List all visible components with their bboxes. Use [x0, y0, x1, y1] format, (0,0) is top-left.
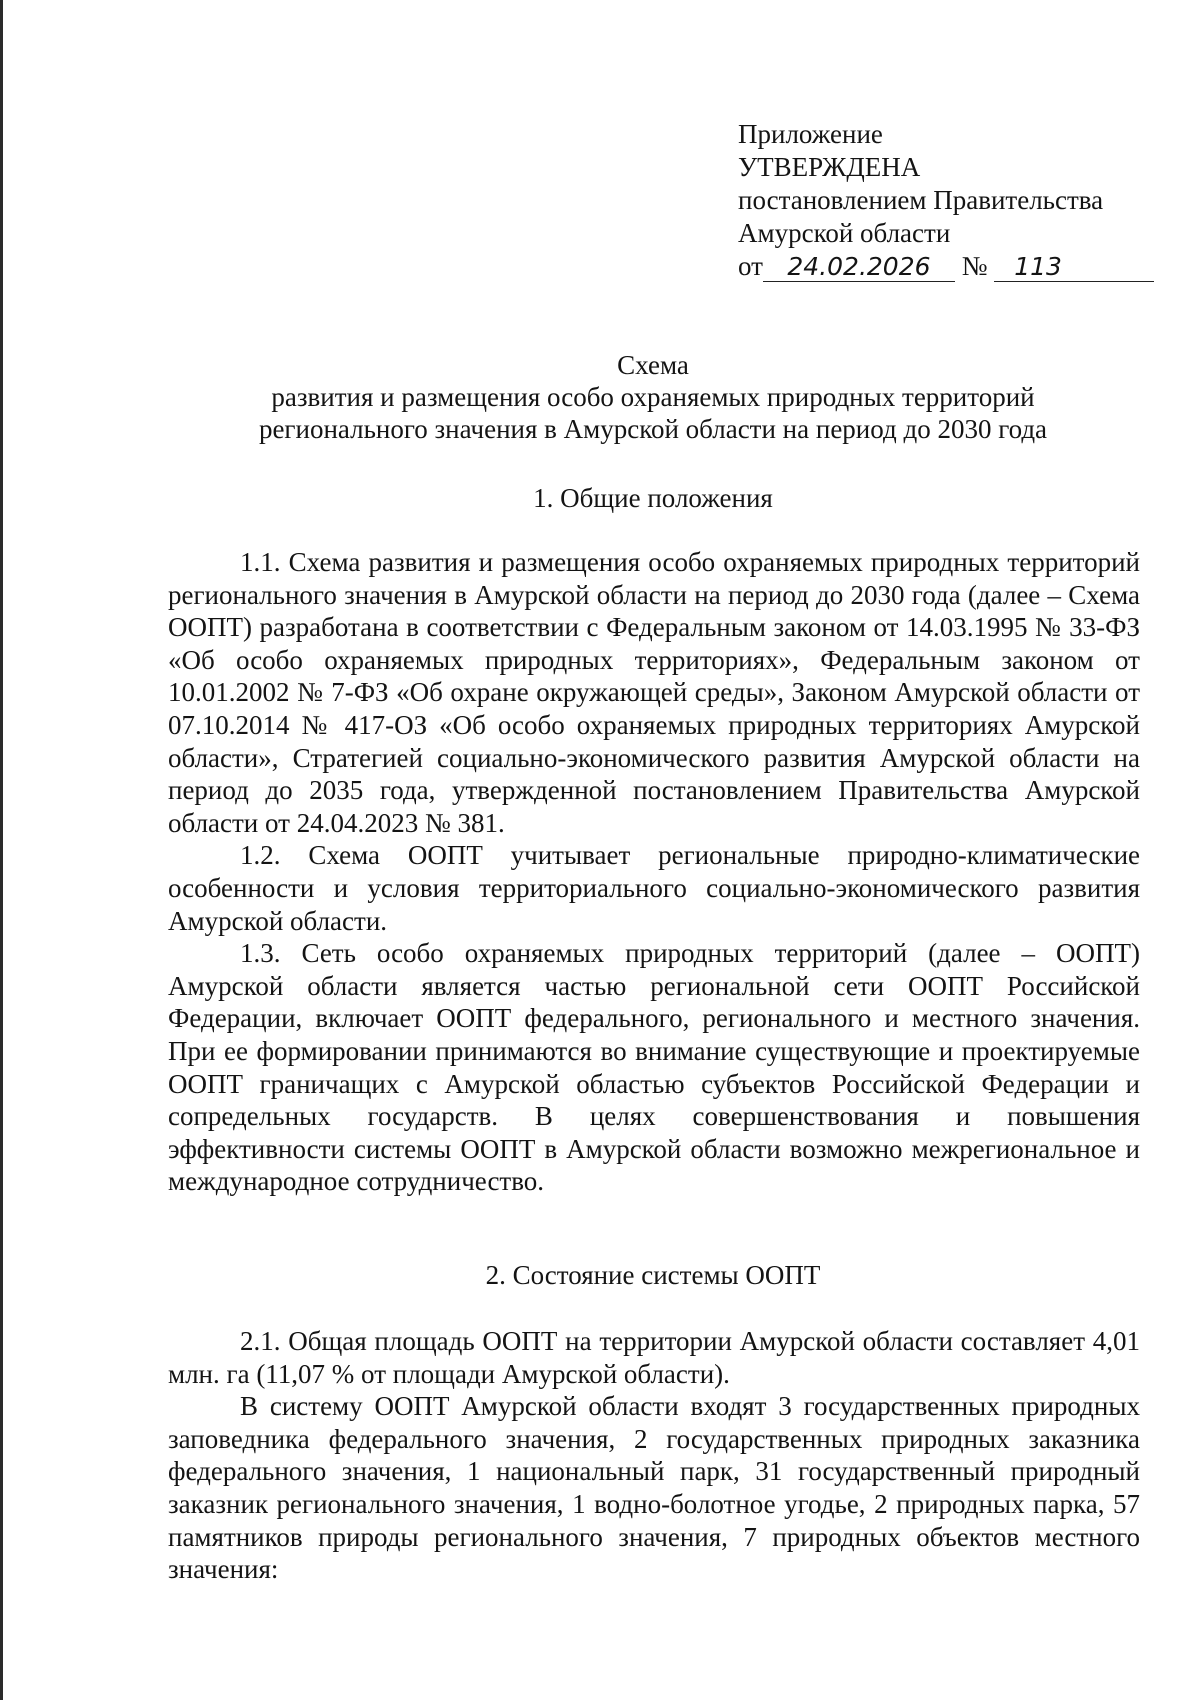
page-edge-line: [0, 0, 3, 1700]
section-1-body: [168, 546, 1140, 1198]
section-2-body: [168, 1325, 1140, 1586]
paragraph-1-1: 1.1. Схема развития и размещения особо охраняемых природных территорий регионального значения в Амурской области на период до 2030 года (далее – Схема ООПТ) разработана в соответствии с Федеральным законом от 14.03.1995 № 33-ФЗ «Об особо охраняемых природных территориях», Федеральным законом от 10.01.2002 № 7-ФЗ «Об охране окружающей среды», Законом Амурской области от 07.10.2014 № 417-ОЗ «Об особо охраняемых природных территориях Амурской области», Стратегией социально-экономического развития Амурской области на период до 2035 года, утвержденной постановлением Правительства Амурской области от 24.04.2023 № 381.: [168, 547, 1140, 838]
region-label: Амурской области: [738, 218, 951, 248]
section-2-heading: 2. Состояние системы ООПТ: [485, 1260, 821, 1290]
decree-number: 113: [994, 253, 1154, 282]
decree-date-number-line: [738, 250, 1138, 283]
section-1-heading: 1. Общие положения: [533, 483, 773, 513]
paragraph-2-1: 2.1. Общая площадь ООПТ на территории Амурской области составляет 4,01 млн. га (11,07 % от площади Амурской области).: [168, 1326, 1140, 1389]
appendix-label: Приложение: [738, 119, 883, 149]
document-title: [168, 349, 1138, 445]
paragraph-2-2: В систему ООПТ Амурской области входят 3 государственных природных заповедника федерального значения, 2 государственных природных заказника федерального значения, 1 национальный парк, 31 государственный природный заказник регионального значения, 1 водно-болотное угодье, 2 природных парка, 57 памятников природы регионального значения, 7 природных объектов местного значения:: [168, 1391, 1140, 1585]
number-prefix: №: [961, 251, 988, 281]
approval-stamp-block: [738, 118, 1138, 283]
title-line-3: регионального значения в Амурской области на период до 2030 года: [258, 414, 1048, 444]
paragraph-1-2: 1.2. Схема ООПТ учитывает региональные природно-климатические особенности и условия территориального социально-экономического развития Амурской области.: [168, 840, 1140, 936]
title-line-2: развития и размещения особо охраняемых природных территорий: [271, 382, 1035, 412]
decree-label: постановлением Правительства: [738, 185, 1104, 215]
title-line-1: Схема: [617, 350, 689, 380]
date-prefix: от: [738, 251, 763, 281]
paragraph-1-3: 1.3. Сеть особо охраняемых природных территорий (далее – ООПТ) Амурской области является частью региональной сети ООПТ Российской Федерации, включает ООПТ федерального, регионального и местного значения. При ее формировании принимаются во внимание существующие и проектируемые ООПТ граничащих с Амурской областью субъектов Российской Федерации и сопредельных государств. В целях совершенствования и повышения эффективности системы ООПТ в Амурской области возможно межрегиональное и международное сотрудничество.: [168, 938, 1140, 1197]
approved-label: УТВЕРЖДЕНА: [738, 152, 921, 182]
decree-date: 24.02.2026: [763, 253, 955, 282]
